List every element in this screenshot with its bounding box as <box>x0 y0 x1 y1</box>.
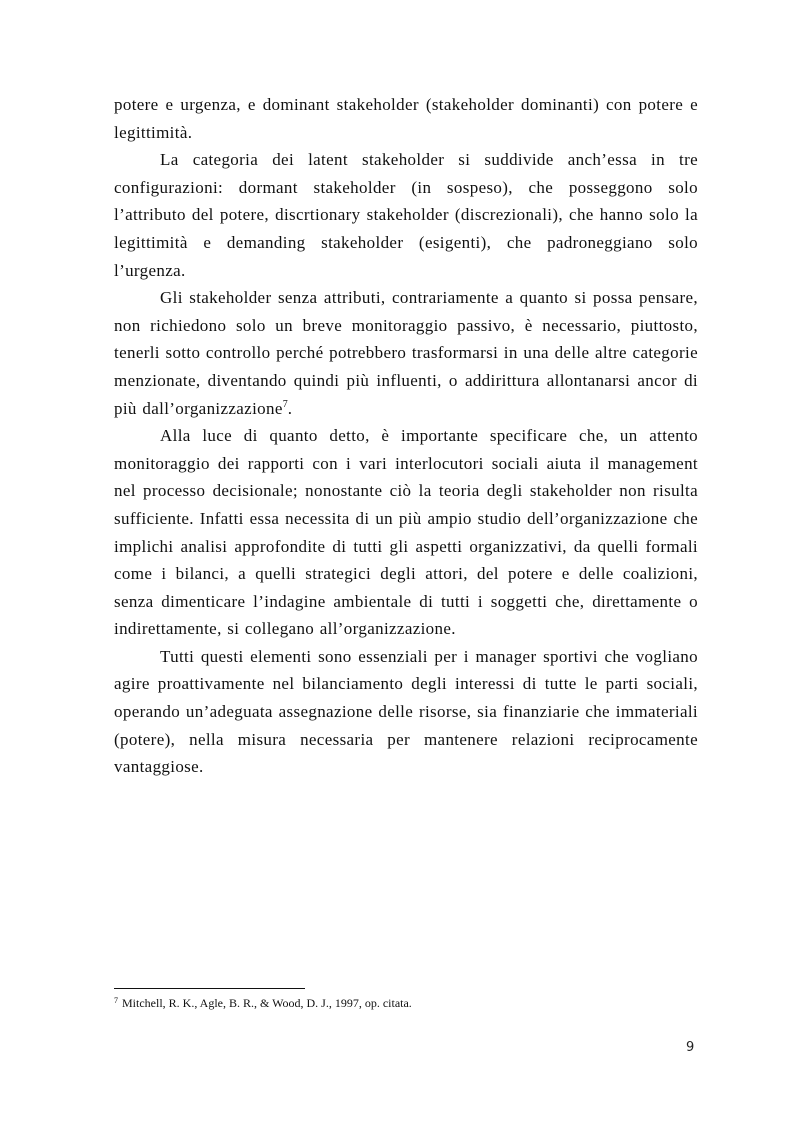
paragraph-stakeholder-senza-attributi: Gli stakeholder senza attributi, contrariamente a quanto si possa pensare, non richiedono solo un breve monitoraggio passivo, è necessario, piuttosto, tenerli sotto controllo perché potrebbero trasformarsi in una delle altre categorie menzionate, diventando quindi più influenti, o addirittura allontanarsi ancor di più dall’organizzazione$^7$. <box>114 288 698 418</box>
paragraph-manager-sportivi: Tutti questi elementi sono essenziali per i manager sportivi che vogliano agire proattivamente nel bilanciamento degli interessi di tutte le parti sociali, operando un’adeguata assegnazione delle risorse, sia finanziarie che immateriali (potere), nella misura necessaria per mantenere relazioni reciprocamente vantaggiose. <box>114 646 698 777</box>
body-text <box>114 91 698 781</box>
paragraph-latent-stakeholder: La categoria dei latent stakeholder si suddivide anch’essa in tre configurazioni: dormant stakeholder (in sospeso), che posseggono solo l’attributo del potere, discrtionary stakeholder (discrezionali), che hanno solo la legittimità e demanding stakeholder (esigenti), che padroneggiano solo l’urgenza. <box>114 150 698 280</box>
footnote-reference[interactable]: 7 <box>282 398 288 410</box>
footnote-number: 7 <box>114 996 118 1005</box>
footnote <box>114 995 698 1011</box>
page-number: 9 <box>686 1040 695 1055</box>
paragraph-continuation: potere e urgenza, e dominant stakeholder (stakeholder dominanti) con potere e legittimità. <box>114 95 698 142</box>
footnote-divider <box>114 988 305 989</box>
paragraph-alla-luce: Alla luce di quanto detto, è importante specificare che, un attento monitoraggio dei rapporti con i vari interlocutori sociali aiuta il management nel processo decisionale; nonostante ciò la teoria degli stakeholder non risulta sufficiente. Infatti essa necessita di un più ampio studio dell’organizzazione che implichi analisi approfondite di tutti gli aspetti organizzativi, da quelli formali come i bilanci, a quelli strategici degli attori, del potere e delle coalizioni, senza dimenticare l’indagine ambientale di tutti i soggetti che, direttamente o indirettamente, si collegano all’organizzazione. <box>114 426 698 639</box>
footnote-text: Mitchell, R. K., Agle, B. R., & Wood, D. J., 1997, op. citata. <box>122 996 412 1010</box>
